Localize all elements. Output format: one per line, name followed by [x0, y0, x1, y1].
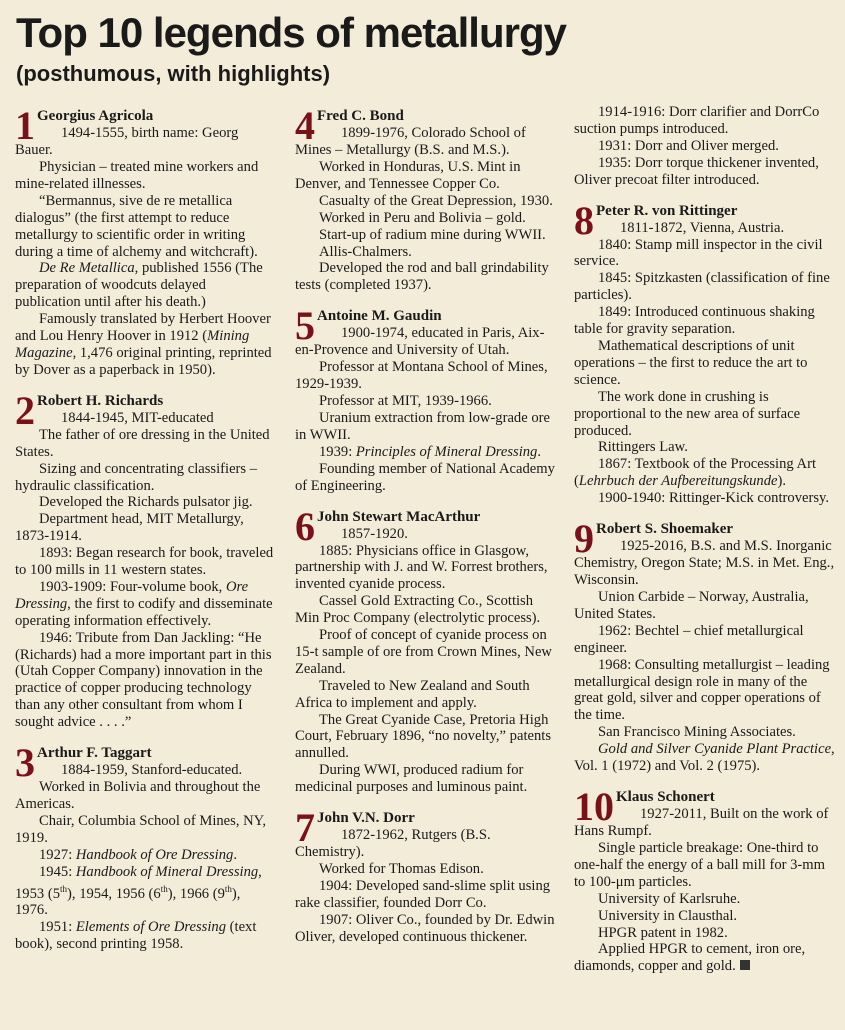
entry-paragraph: 1893: Began research for book, traveled to 100 mills in 11 western states. — [15, 545, 274, 579]
entry-paragraph: 1962: Bechtel – chief metallurgical engineer. — [574, 622, 804, 656]
entry-paragraph: Uranium extraction from low-grade ore in WWII. — [295, 409, 550, 443]
entry-name: Antoine M. Gaudin — [317, 308, 442, 325]
page-subtitle: (posthumous, with highlights) — [16, 61, 331, 86]
entry-paragraph: 1914-1916: Dorr clarifier and DorrCo suction pumps introduced. — [574, 104, 820, 137]
legend-entry-9 — [574, 516, 836, 775]
entry-paragraph: Mathematical descriptions of unit operations – the first to reduce the art to science. — [574, 337, 808, 388]
entry-paragraph: 1907: Oliver Co., founded by Dr. Edwin Oliver, developed continuous thickener. — [295, 911, 555, 945]
entry-lead: 1900-1974, educated in Paris, Aix-en-Provence and University of Utah. — [295, 325, 545, 359]
entry-paragraph: 1968: Consulting metallurgist – leading metallurgical design role in many of the great gold, silver and copper operations of the time. — [574, 656, 830, 724]
entry-paragraph: Professor at MIT, 1939-1966. — [319, 393, 492, 410]
legend-entry-6 — [295, 503, 557, 797]
legend-entry-7-continued — [574, 104, 836, 189]
entry-paragraph: Proof of concept of cyanide process on 15-t sample of ore from Crown Mines, New Zealand. — [295, 627, 552, 677]
entry-name: Robert S. Shoemaker — [596, 521, 734, 538]
entry-paragraph: “Bermannus, sive de re metallica dialogus” (the first attempt to reduce metallurgy to scientific order in writing during a time of alchemy and witchcraft). — [15, 192, 258, 260]
entry-paragraph: The work done in crushing is proportional to the new area of surface produced. — [574, 388, 801, 439]
entry-paragraph: Sizing and concentrating classifiers – hydraulic classification. — [15, 460, 258, 494]
entry-paragraph: HPGR patent in 1982. — [598, 924, 728, 941]
entry-paragraph: Applied HPGR to cement, iron ore, diamonds, copper and gold. — [574, 941, 806, 975]
entry-paragraph: 1939: Principles of Mineral Dressing. — [319, 443, 542, 460]
entry-paragraph: University in Clausthal. — [598, 907, 738, 924]
entry-lead: 1884-1959, Stanford-educated. — [61, 762, 243, 779]
entry-rank: 9 — [574, 516, 594, 562]
entry-paragraph: Department head, MIT Metallurgy, 1873-1914. — [15, 511, 244, 545]
entry-paragraph: Allis-Chalmers. — [319, 243, 412, 260]
entry-name: John Stewart MacArthur — [317, 508, 481, 525]
entry-paragraph: The Great Cyanide Case, Pretoria High Court, February 1896, “no novelty,” patents annulled. — [295, 711, 552, 762]
column-3 — [574, 104, 836, 975]
entry-paragraph: Chair, Columbia School of Mines, NY, 1919. — [15, 812, 266, 846]
entry-paragraph: Physician – treated mine workers and mine-related illnesses. — [15, 159, 259, 192]
entry-name: Robert H. Richards — [37, 392, 164, 409]
entry-lead: 1844-1945, MIT-educated — [61, 409, 214, 426]
entry-paragraph: 1931: Dorr and Oliver merged. — [598, 137, 779, 154]
entry-paragraph: Worked for Thomas Edison. — [319, 861, 484, 878]
entry-paragraph: Single particle breakage: One-third to one-half the energy of a ball mill for 3-mm to 100-μm particles. — [574, 840, 825, 890]
entry-paragraph: 1903-1909: Four-volume book, Ore Dressing, the first to codify and disseminate operating information effectively. — [15, 578, 273, 629]
entry-rank: 6 — [295, 503, 315, 549]
entry-header — [295, 503, 557, 549]
entry-paragraph: Traveled to New Zealand and South Africa to implement and apply. — [295, 677, 530, 711]
entry-header — [15, 103, 275, 159]
entry-paragraph: Union Carbide – Norway, Australia, United States. — [574, 589, 809, 622]
end-mark-icon — [740, 960, 750, 970]
entry-header — [574, 784, 836, 840]
entry-paragraph: 1845: Spitzkasten (classification of fine particles). — [574, 270, 830, 304]
entry-header — [295, 805, 557, 861]
entry-lead: 1494-1555, birth name: Georg Bauer. — [15, 125, 239, 158]
entry-name: Fred C. Bond — [317, 108, 404, 124]
entry-paragraph: Worked in Bolivia and throughout the Americas. — [15, 779, 261, 812]
entry-paragraph: Cassel Gold Extracting Co., Scottish Min Proc Company (electrolytic process). — [295, 593, 541, 627]
column-1 — [15, 103, 275, 953]
entry-paragraph: Founding member of National Academy of Engineering. — [295, 460, 555, 494]
entry-paragraph: Worked in Honduras, U.S. Mint in Denver, and Tennessee Copper Co. — [295, 159, 521, 192]
entry-header — [295, 303, 557, 359]
legend-entry-1 — [15, 103, 275, 379]
entry-lead: 1899-1976, Colorado School of Mines – Metallurgy (B.S. and M.S.). — [295, 125, 526, 158]
legend-entry-4 — [295, 103, 557, 294]
legend-entry-10 — [574, 784, 836, 975]
entry-paragraph: Famously translated by Herbert Hoover and Lou Henry Hoover in 1912 (Mining Magazine, 1,476 original printing, reprinted by Dover as a paperback in 1950). — [15, 311, 272, 378]
legend-entry-8 — [574, 197, 836, 508]
entry-paragraph: Gold and Silver Cyanide Plant Practice, Vol. 1 (1972) and Vol. 2 (1975). — [574, 741, 835, 775]
entry-name: Arthur F. Taggart — [37, 745, 152, 762]
entry-lead: 1872-1962, Rutgers (B.S. Chemistry). — [295, 827, 491, 861]
page-title: Top 10 legends of metallurgy — [16, 9, 566, 56]
entry-lead: 1811-1872, Vienna, Austria. — [620, 219, 785, 236]
entry-paragraph: 1849: Introduced continuous shaking table for gravity separation. — [574, 304, 815, 338]
entry-rank: 7 — [295, 805, 315, 851]
entry-paragraph: 1904: Developed sand-slime split using rake classifier, founded Dorr Co. — [295, 878, 551, 911]
entry-paragraph: Developed the rod and ball grindability tests (completed 1937). — [295, 260, 549, 294]
entry-paragraph: Developed the Richards pulsator jig. — [39, 494, 253, 511]
entry-paragraph: Worked in Peru and Bolivia – gold. — [319, 209, 526, 226]
entry-paragraph: 1945: Handbook of Mineral Dressing, 1953 (5th), 1954, 1956 (6th), 1966 (9th), 1976. — [15, 863, 262, 919]
entry-paragraph: De Re Metallica, published 1556 (The preparation of woodcuts delayed publication until after his death.) — [15, 260, 263, 311]
entry-header — [574, 197, 836, 243]
legend-entry-2 — [15, 387, 275, 731]
entry-paragraph: San Francisco Mining Associates. — [598, 724, 796, 741]
legend-entry-5 — [295, 303, 557, 494]
entry-paragraph: 1885: Physicians office in Glasgow, partnership with J. and W. Forrest brothers, invented cyanide process. — [295, 542, 548, 593]
entry-lead: 1857-1920. — [341, 525, 408, 542]
column-2 — [295, 103, 557, 946]
entry-rank: 5 — [295, 303, 315, 349]
entry-header — [15, 740, 275, 786]
entry-rank: 1 — [15, 103, 35, 148]
entry-paragraph: 1927: Handbook of Ore Dressing. — [39, 846, 237, 863]
entry-rank: 10 — [574, 784, 614, 829]
entry-lead: 1925-2016, B.S. and M.S. Inorganic Chemistry, Oregon State; M.S. in Met. Eng., Wisconsin. — [574, 538, 835, 589]
entry-paragraph: Professor at Montana School of Mines, 1929-1939. — [295, 359, 548, 393]
entry-paragraph: 1935: Dorr torque thickener invented, Oliver precoat filter introduced. — [574, 154, 819, 188]
legend-entry-3 — [15, 740, 275, 953]
entry-name: Klaus Schonert — [616, 789, 715, 805]
entry-header — [574, 516, 836, 589]
entry-paragraph: The father of ore dressing in the United States. — [15, 426, 270, 460]
entry-paragraph: Start-up of radium mine during WWII. — [319, 226, 546, 243]
entry-paragraph: 1951: Elements of Ore Dressing (text book), second printing 1958. — [15, 919, 257, 953]
entry-paragraph: Casualty of the Great Depression, 1930. — [319, 192, 553, 209]
entry-paragraph: University of Karlsruhe. — [598, 890, 741, 907]
entry-rank: 2 — [15, 387, 35, 433]
entry-paragraph: 1900-1940: Rittinger-Kick controversy. — [598, 490, 829, 507]
entry-rank: 8 — [574, 197, 594, 243]
entry-paragraph: 1946: Tribute from Dan Jackling: “He (Richards) had a more important part in this (Utah Copper Company) innovation in the practice of copper producing technology than any other consultant from whom I sought advice . . . .” — [15, 629, 272, 731]
entry-name: John V.N. Dorr — [317, 810, 415, 827]
entry-paragraph: During WWI, produced radium for medicinal purposes and luminous paint. — [295, 762, 528, 796]
entry-name: Georgius Agricola — [37, 108, 154, 124]
entry-paragraph: 1867: Textbook of the Processing Art (Lehrbuch der Aufbereitungskunde). — [574, 456, 817, 490]
entry-paragraph: Rittingers Law. — [598, 439, 688, 456]
entry-header — [15, 387, 275, 433]
entry-rank: 3 — [15, 740, 35, 786]
entry-paragraph: 1840: Stamp mill inspector in the civil service. — [574, 236, 823, 270]
entry-lead: 1927-2011, Built on the work of Hans Rumpf. — [574, 806, 829, 839]
entry-rank: 4 — [295, 103, 315, 148]
entry-header — [295, 103, 557, 159]
legend-entry-7 — [295, 805, 557, 946]
entry-name: Peter R. von Rittinger — [596, 202, 738, 219]
